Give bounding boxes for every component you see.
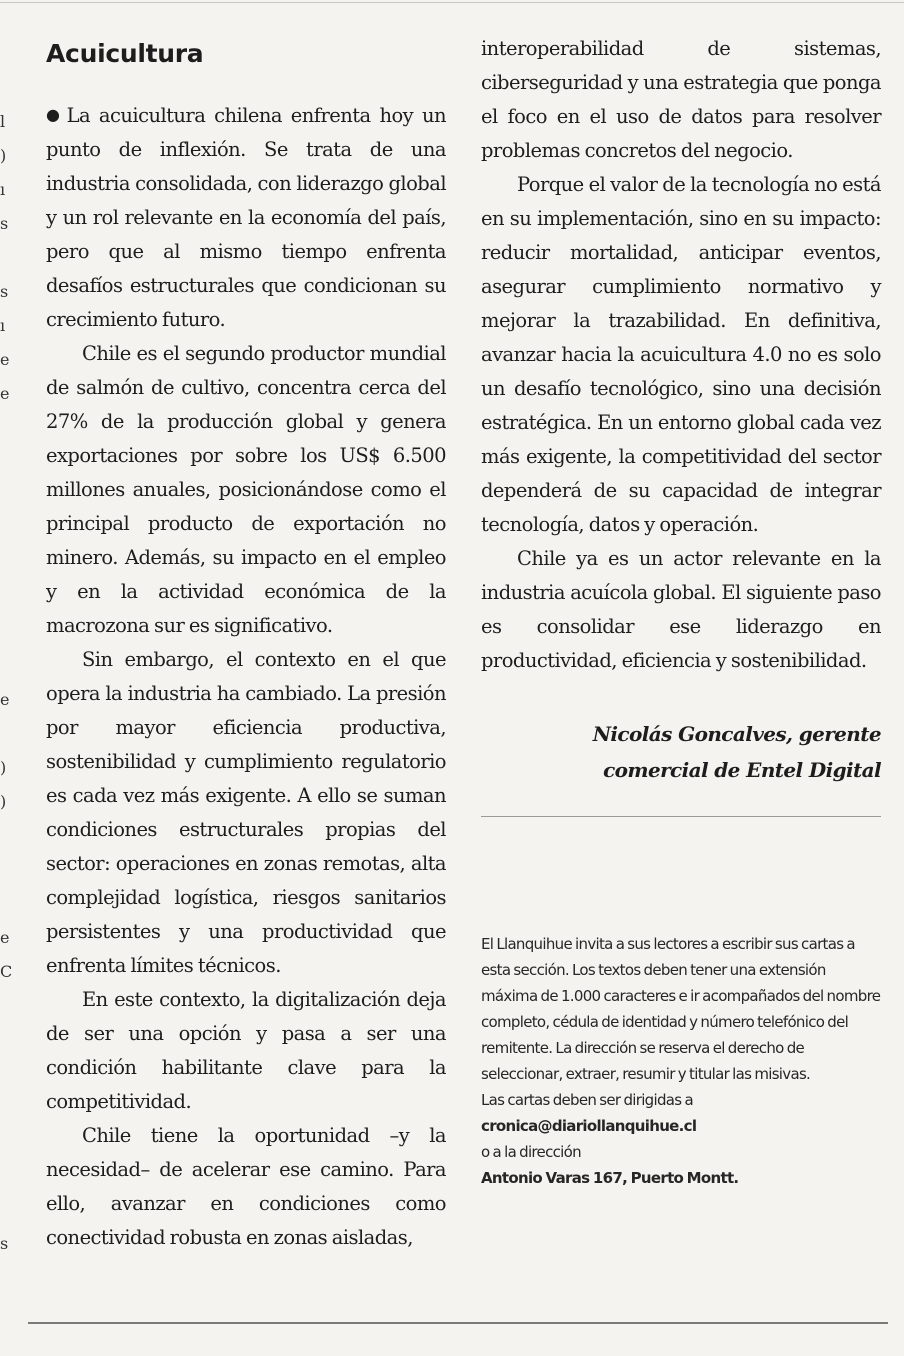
notice-or-text: o a la dirección — [481, 1143, 581, 1161]
notice-address-intro: Las cartas deben ser dirigidas a — [481, 1091, 693, 1109]
article-paragraph-1: ● La acuicultura chilena enfrenta hoy un punto de inflexión. Se trata de una industria consolidada, con liderazgo global y un rol relevante en la economía del país, pero que al mismo tiempo enfrenta desafíos estructurales que condicionan su crecimiento futuro. — [46, 104, 446, 331]
article-paragraph-5-continued: interoperabilidad de sistemas, ciberseguridad y una estrategia que ponga el foco en el uso de datos para resolver problemas concretos del negocio. — [481, 37, 881, 162]
article-paragraph-5: Chile tiene la oportunidad –y la necesidad– de acelerar ese camino. Para ello, avanzar en condiciones como conectividad robusta en zonas aisladas, — [46, 1124, 446, 1249]
cropped-margin-text: l ) ı s s ı e e e ) ) e C s — [0, 112, 13, 1253]
article-paragraph-4: En este contexto, la digitalización deja de ser una opción y pasa a ser una condición habilitante clave para la competitividad. — [46, 988, 446, 1113]
signature-line-2: comercial de Entel Digital — [603, 758, 881, 782]
signature-divider — [481, 816, 881, 817]
notice-email: cronica@diariollanquihue.cl — [481, 1117, 697, 1135]
article-title: Acuicultura — [46, 39, 204, 68]
article-paragraph-6: Porque el valor de la tecnología no está en su implementación, sino en su impacto: reducir mortalidad, anticipar eventos, asegurar cumplimiento normativo y mejorar la trazabilidad. En definitiva, avanzar hacia la acuicultura 4.0 no es solo un desafío tecnológico, sino una decisión estratégica. En un entorno global cada vez más exigente, la competitividad del sector dependerá de su capacidad de integrar tecnología, datos y operación. — [481, 173, 881, 536]
author-signature — [481, 716, 881, 788]
article-paragraph-3: Sin embargo, el contexto en el que opera la industria ha cambiado. La presión por mayor eficiencia productiva, sostenibilidad y cumplimiento regulatorio es cada vez más exigente. A ello se suman condiciones estructurales propias del sector: operaciones en zonas remotas, alta complejidad logística, riesgos sanitarios persistentes y una productividad que enfrenta límites técnicos. — [46, 648, 446, 977]
signature-line-1: Nicolás Goncalves, gerente — [592, 722, 881, 746]
letters-notice — [481, 931, 881, 1191]
article-right-column — [481, 32, 881, 1191]
article-paragraph-7: Chile ya es un actor relevante en la industria acuícola global. El siguiente paso es consolidar ese liderazgo en productividad, eficiencia y sostenibilidad. — [481, 547, 881, 672]
bullet-icon: ● — [46, 105, 64, 124]
notice-text: El Llanquihue invita a sus lectores a escribir sus cartas a esta sección. Los textos deben tener una extensión máxima de 1.000 caracteres e ir acompañados del nombre completo, cédula de identidad y número telefónico del remitente. La dirección se reserva el derecho de seleccionar, extraer, resumir y titular las misivas. — [481, 935, 881, 1083]
bottom-divider — [28, 1322, 888, 1324]
notice-address: Antonio Varas 167, Puerto Montt. — [481, 1169, 739, 1187]
article-paragraph-2: Chile es el segundo productor mundial de salmón de cultivo, concentra cerca del 27% de la producción global y genera exportaciones por sobre los US$ 6.500 millones anuales, posicionándose como el principal producto de exportación no minero. Además, su impacto en el empleo y en la actividad económica de la macrozona sur es significativo. — [46, 342, 446, 637]
article-left-column — [46, 32, 446, 1255]
top-divider — [0, 2, 904, 3]
